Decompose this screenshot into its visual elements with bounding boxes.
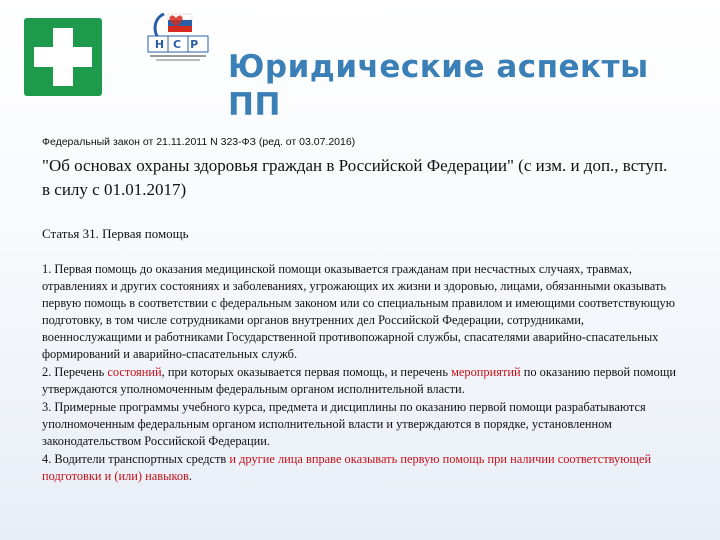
paragraph-4	[42, 451, 682, 485]
paragraph-2	[42, 364, 682, 398]
measures-highlight: мероприятий	[451, 365, 521, 379]
page-title: Юридические аспекты ПП	[228, 49, 649, 123]
article-title: Статья 31. Первая помощь	[42, 226, 189, 241]
article-body	[42, 261, 682, 486]
states-highlight: состояний	[107, 365, 162, 379]
drivers-highlight: и другие лица вправе оказывать первую помощь при наличии соответствующей подготовки и (или) навыков	[42, 452, 652, 483]
cross-vertical-bar	[53, 28, 73, 86]
nsr-logo-text: НСР	[154, 37, 208, 51]
paragraph-4-end: .	[188, 469, 192, 483]
first-aid-cross-icon	[24, 18, 102, 96]
paragraph-2-start: 2. Перечень	[42, 365, 108, 379]
nsr-logo	[146, 8, 210, 64]
paragraph-1: 1. Первая помощь до оказания медицинской помощи оказывается гражданам при несчастных случаях, травмах, отравлениях и других состояниях и заболеваниях, угрожающих их жизни и здоровью, лицами, обязанными оказывать первую помощь в соответствии с федеральным законом или со специальным правилом и имеющими соответствующую подготовку, в том числе сотрудниками органов внутренних дел Российской Федерации, сотрудниками, военнослужащими и работниками Государственной противопожарной службы, спасателями аварийно-спасательных формирований и аварийно-спасательных служб.	[42, 262, 676, 361]
paragraph-2-end: по оказанию первой помощи утверждаются уполномоченным федеральным органом исполнительной власти.	[42, 365, 677, 396]
paragraph-2-middle: , при которых оказывается первая помощь, и перечень	[161, 365, 452, 379]
paragraph-4-start: 4. Водители транспортных средств	[42, 452, 230, 466]
law-reference: Федеральный закон от 21.11.2011 N 323-ФЗ (ред. от 03.07.2016)	[42, 136, 356, 148]
law-name: "Об основах охраны здоровья граждан в Российской Федерации" (с изм. и доп., вступ. в силу с 01.01.2017)	[42, 156, 668, 199]
paragraph-3: 3. Примерные программы учебного курса, предмета и дисциплины по оказанию первой помощи разрабатываются уполномоченным федеральным органом исполнительной власти и утверждаются в порядке, установленном законодательством Российской Федерации.	[42, 400, 646, 448]
